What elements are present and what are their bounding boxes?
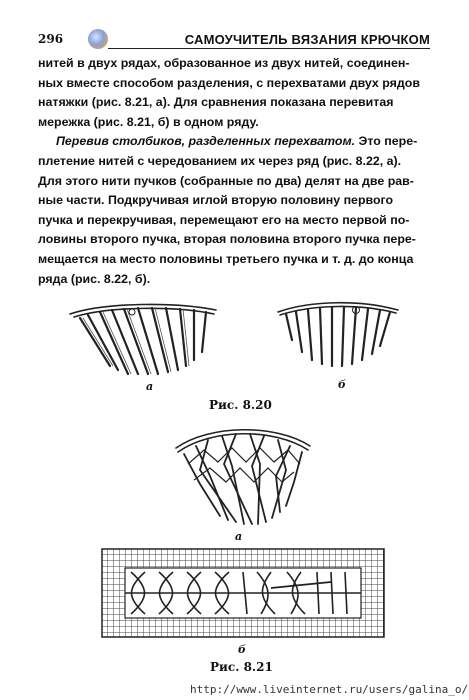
figure-8-20-b	[272, 300, 402, 370]
term-heading: Перевив столбиков, разделенных перехватом.	[56, 134, 356, 149]
text-line: ные части. Подкручивая иглой вторую половину первого	[38, 193, 394, 208]
page-header	[38, 28, 430, 50]
figure-caption-8-20: Рис. 8.20	[209, 398, 272, 412]
text-line: ных вместе способом разделения, с перехватами двух рядов	[38, 75, 420, 90]
figure-8-21-b	[101, 548, 385, 638]
fan-threads-twisted-illustration	[272, 300, 402, 370]
text-line: нитей в двух рядах, образованное из двух нитей, соединен-	[38, 56, 410, 70]
twisted-mesh-fan-illustration	[170, 420, 316, 526]
label-a: а	[146, 380, 154, 393]
label-b: б	[238, 643, 246, 656]
text-line: Для этого нити пучков (собранные по два) делят на две рав-	[38, 173, 414, 188]
insertion-band-illustration	[101, 548, 385, 638]
header-rule	[108, 48, 430, 49]
running-title: САМОУЧИТЕЛЬ ВЯЗАНИЯ КРЮЧКОМ	[184, 32, 430, 47]
text-line: мещается на место половины третьего пучка и т. д. до конца	[38, 251, 414, 266]
figure-8-20-a	[66, 300, 226, 378]
source-url: http://www.liveinternet.ru/users/galina_o/	[190, 683, 469, 696]
text-line: ряда (рис. 8.22, б).	[38, 271, 151, 286]
figure-caption-8-21: Рис. 8.21	[210, 660, 273, 674]
text-line: натяжки (рис. 8.21, а). Для сравнения показана перевитая	[38, 95, 394, 110]
text-line: мережка (рис. 8.21, б) в одном ряду.	[38, 114, 259, 129]
text-line: пучка и перекручивая, перемещают его на место первой по-	[38, 212, 410, 227]
body-text	[38, 54, 428, 289]
label-a: а	[235, 530, 243, 543]
page-number: 296	[38, 32, 64, 46]
label-b: б	[338, 378, 346, 391]
paragraph-first-line	[38, 132, 428, 152]
figure-8-21-a	[170, 420, 316, 526]
text-fragment: Это пере-	[355, 134, 418, 149]
fan-threads-illustration	[66, 300, 226, 378]
text-line: ловины второго пучка, вторая половина второго пучка пере-	[38, 232, 416, 247]
book-logo-icon	[88, 29, 108, 49]
text-line: плетение нитей с чередованием их через ряд (рис. 8.22, а).	[38, 153, 402, 168]
